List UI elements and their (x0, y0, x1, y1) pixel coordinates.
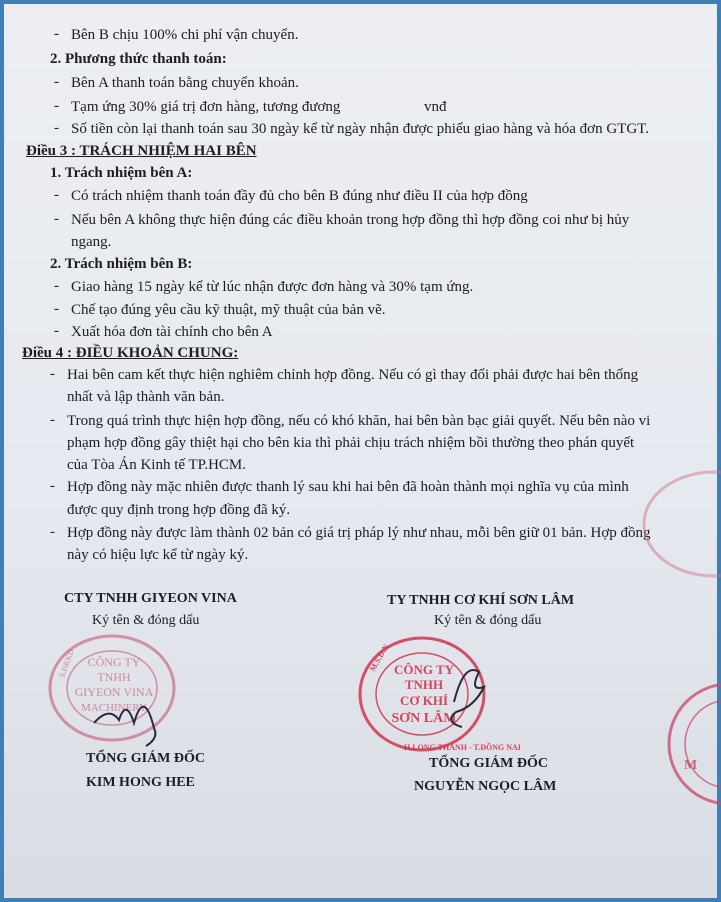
bullet: - (54, 323, 59, 339)
article-4-item: Hợp đồng này mặc nhiên được thanh lý sau khi hai bên đã hoàn thành mọi nghĩa vụ của mình (67, 479, 629, 495)
bullet: - (50, 478, 55, 494)
article-4-item-cont: nhất và lập thành văn bản. (67, 389, 225, 405)
bullet: - (50, 366, 55, 382)
party-b-item: Xuất hóa đơn tài chính cho bên A (71, 324, 273, 340)
article-4-item-cont: của Tòa Án Kinh tế TP.HCM. (67, 457, 247, 473)
svg-text:CÔNG TY: CÔNG TY (87, 655, 141, 669)
party-b-sign-label: Ký tên & đóng dấu (434, 613, 542, 628)
party-b-signatory: NGUYỄN NGỌC LÂM (414, 779, 557, 794)
svg-text:S.ĐKKD: S.ĐKKD (57, 647, 76, 679)
bullet: - (54, 301, 59, 317)
bullet: - (54, 187, 59, 203)
svg-text:SƠN LÂM: SƠN LÂM (391, 711, 457, 726)
article-4-item: Hợp đồng này được làm thành 02 bản có giá trị pháp lý như nhau, mỗi bên giữ 01 bản. Hợp đồng (67, 525, 651, 541)
line-transfer: Bên A thanh toán bằng chuyển khoản. (71, 75, 299, 91)
contract-page (4, 4, 717, 898)
article-4-item-cont: phạm hợp đồng gây thiệt hại cho bên kia thì phải chịu trách nhiệm bồi thường theo phán quyết (67, 435, 635, 451)
line-remaining: Số tiền còn lại thanh toán sau 30 ngày kể từ ngày nhận được phiếu giao hàng và hóa đơn GTGT. (71, 121, 649, 137)
party-a-item-cont: ngang. (71, 234, 112, 250)
svg-text:M.S.D.N: M.S.D.N (367, 642, 391, 673)
bullet: - (50, 524, 55, 540)
svg-text:TNHH: TNHH (97, 670, 131, 684)
svg-text:GIYEON VINA: GIYEON VINA (74, 685, 154, 699)
bullet: - (54, 98, 59, 114)
bullet: - (54, 120, 59, 136)
party-b-item: Chế tạo đúng yêu cầu kỹ thuật, mỹ thuật của bản vẽ. (71, 302, 386, 318)
partial-seal-lower-icon (644, 674, 717, 804)
bullet: - (54, 211, 59, 227)
svg-text:CƠ KHÍ: CƠ KHÍ (399, 693, 449, 708)
svg-text:TNHH: TNHH (404, 677, 444, 692)
article-3-heading: Điều 3 : TRÁCH NHIỆM HAI BÊN (26, 143, 257, 159)
party-b-title: TỔNG GIÁM ĐỐC (429, 756, 548, 771)
bullet: - (54, 278, 59, 294)
svg-text:MACHINERY: MACHINERY (80, 702, 148, 714)
subheading-party-b: 2. Trách nhiệm bên B: (50, 256, 193, 272)
party-a-signatory: KIM HONG HEE (86, 775, 195, 790)
article-4-item-cont: này có hiệu lực kể từ ngày ký. (67, 547, 249, 563)
bullet: - (50, 412, 55, 428)
party-a-sign-label: Ký tên & đóng dấu (92, 613, 200, 628)
bullet: - (54, 74, 59, 90)
line-shipping-cost: Bên B chịu 100% chi phí vận chuyển. (71, 27, 299, 43)
party-a-title: TỔNG GIÁM ĐỐC (86, 751, 205, 766)
svg-text:M: M (684, 758, 698, 773)
party-a-item: Có trách nhiệm thanh toán đầy đủ cho bên B đúng như điều II của hợp đồng (71, 188, 528, 204)
bullet: - (54, 26, 59, 42)
article-4-heading: Điều 4 : ĐIỀU KHOẢN CHUNG: (22, 345, 239, 361)
line-advance: Tạm ứng 30% giá trị đơn hàng, tương đương (71, 99, 341, 115)
article-4-item: Trong quá trình thực hiện hợp đồng, nếu có khó khăn, hai bên bàn bạc giải quyết. Nếu bên nào vi (67, 413, 651, 429)
svg-text:CÔNG TY: CÔNG TY (393, 662, 455, 677)
partial-seal-upper-icon (604, 464, 717, 574)
party-a-company: CTY TNHH GIYEON VINA (64, 591, 237, 606)
subheading-payment: 2. Phương thức thanh toán: (50, 51, 227, 67)
party-b-item: Giao hàng 15 ngày kể từ lúc nhận được đơn hàng và 30% tạm ứng. (71, 279, 474, 295)
svg-text:H.LONG THÀNH - T.ĐỒNG NAI: H.LONG THÀNH - T.ĐỒNG NAI (404, 743, 521, 752)
article-4-item-cont: được quy định trong hợp đồng đã ký. (67, 502, 291, 518)
subheading-party-a: 1. Trách nhiệm bên A: (50, 165, 193, 181)
party-b-company: TY TNHH CƠ KHÍ SƠN LÂM (387, 593, 575, 608)
article-4-item: Hai bên cam kết thực hiện nghiêm chỉnh hợp đồng. Nếu có gì thay đổi phải được hai bên thống (67, 367, 639, 383)
company-seal-left-icon (34, 628, 194, 748)
currency-unit: vnđ (424, 99, 447, 115)
company-seal-right-icon (344, 632, 521, 757)
party-a-item: Nếu bên A không thực hiện đúng các điều khoản trong hợp đồng thì hợp đồng coi như bị hủy (71, 212, 630, 228)
